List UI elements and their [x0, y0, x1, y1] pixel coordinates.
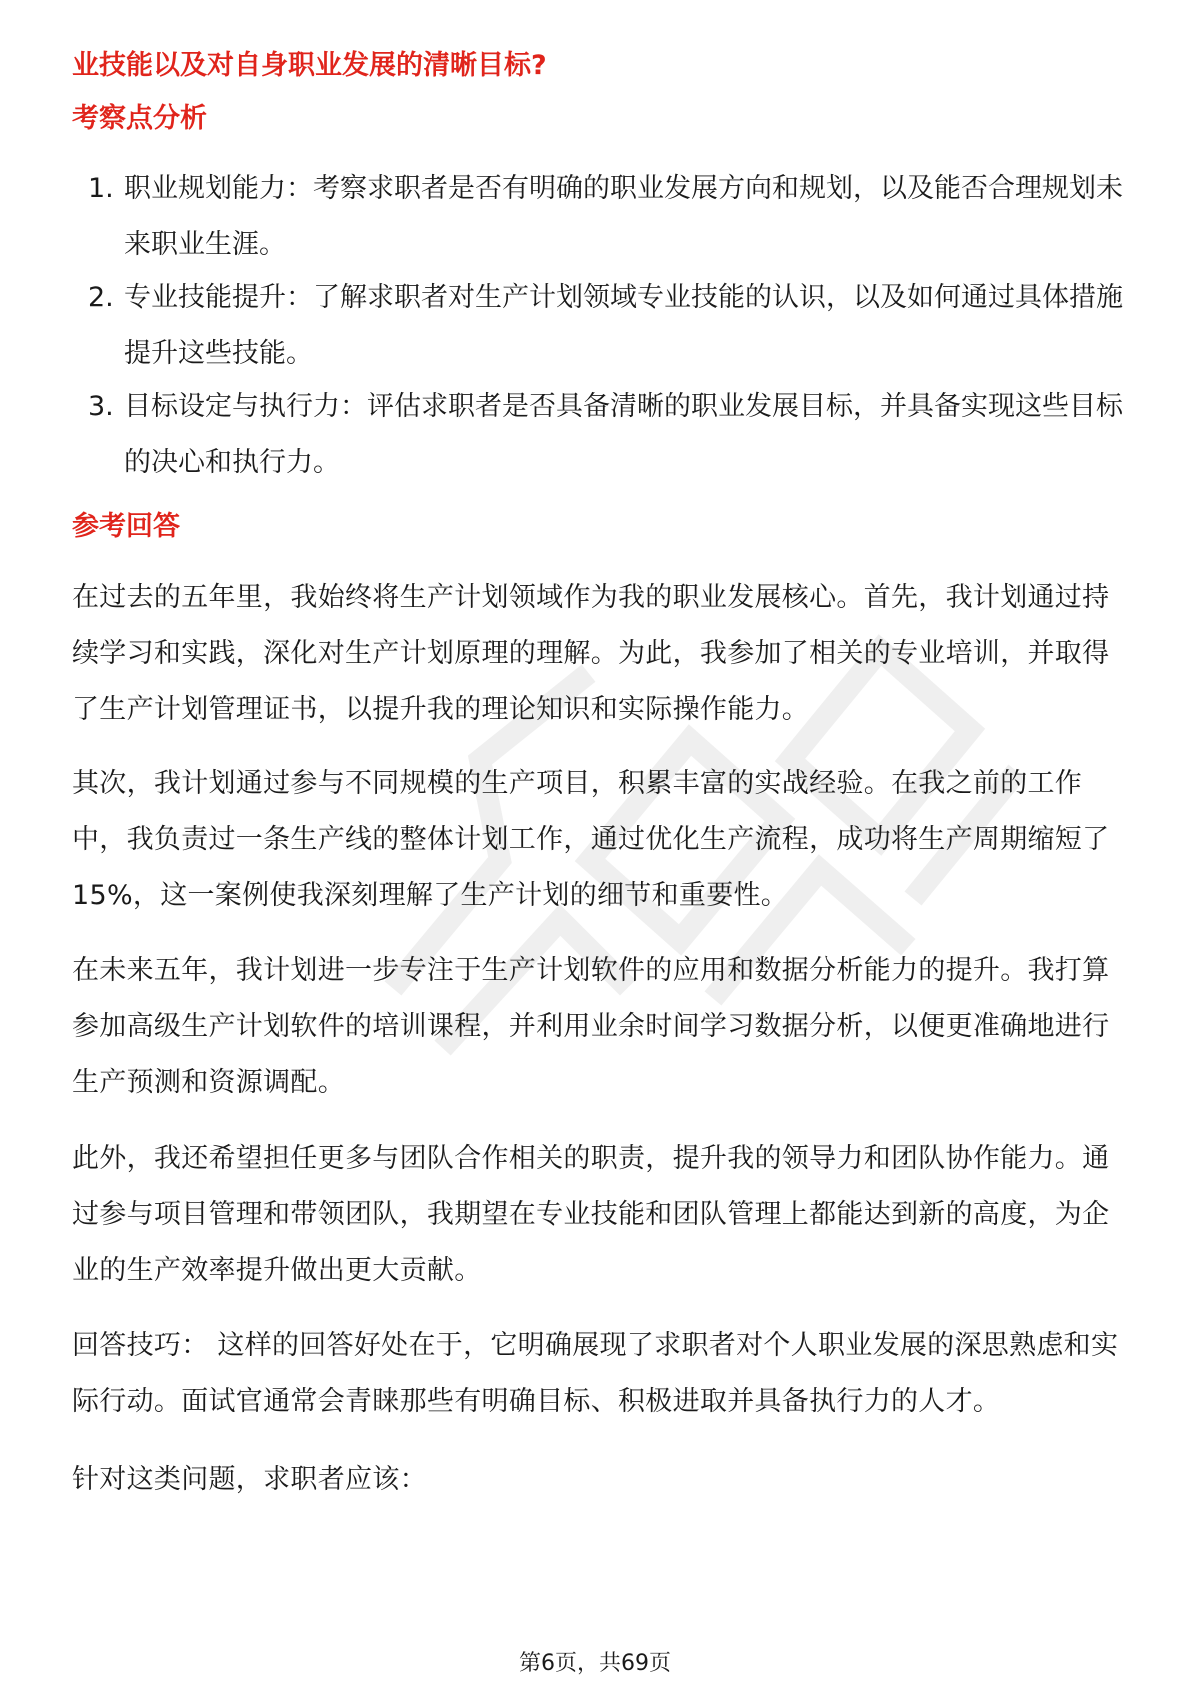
list-item-text: 职业规划能力：考察求职者是否有明确的职业发展方向和规划，以及能否合理规划未来职业生涯。: [124, 173, 1123, 260]
page-number: 第6页，共69页: [519, 1651, 671, 1676]
analysis-item: [72, 161, 1132, 273]
list-number: 1.: [88, 173, 114, 204]
answer-paragraph: 在过去的五年里，我始终将生产计划领域作为我的职业发展核心。首先，我计划通过持续学习和实践，深化对生产计划原理的理解。为此，我参加了相关的专业培训，并取得了生产计划管理证书，以提升我的理论知识和实际操作能力。: [72, 582, 1110, 725]
answer-paragraph: 其次，我计划通过参与不同规模的生产项目，积累丰富的实战经验。在我之前的工作中，我负责过一条生产线的整体计划工作，通过优化生产流程，成功将生产周期缩短了15%，这一案例使我深刻理解了生产计划的细节和重要性。: [72, 768, 1110, 911]
list-item-text: 目标设定与执行力：评估求职者是否具备清晰的职业发展目标，并具备实现这些目标的决心和执行力。: [124, 391, 1123, 478]
list-number: 3.: [88, 391, 114, 422]
analysis-item: [72, 379, 1132, 491]
question-tail: 业技能以及对自身职业发展的清晰目标?: [72, 50, 547, 81]
answer-heading: 参考回答: [72, 511, 180, 542]
answer-paragraph: 此外，我还希望担任更多与团队合作相关的职责，提升我的领导力和团队协作能力。通过参与项目管理和带领团队，我期望在专业技能和团队管理上都能达到新的高度，为企业的生产效率提升做出更大贡献。: [72, 1143, 1110, 1286]
list-item-text: 专业技能提升：了解求职者对生产计划领域专业技能的认识，以及如何通过具体措施提升这些技能。: [124, 282, 1123, 369]
list-number: 2.: [88, 282, 114, 313]
answer-lead-in: 针对这类问题，求职者应该：: [72, 1464, 427, 1495]
analysis-heading: 考察点分析: [72, 103, 207, 134]
answer-tips: 回答技巧： 这样的回答好处在于，它明确展现了求职者对个人职业发展的深思熟虑和实际行动。面试官通常会青睐那些有明确目标、积极进取并具备执行力的人才。: [72, 1330, 1119, 1417]
answer-paragraph: 在未来五年，我计划进一步专注于生产计划软件的应用和数据分析能力的提升。我打算参加高级生产计划软件的培训课程，并利用业余时间学习数据分析，以便更准确地进行生产预测和资源调配。: [72, 955, 1110, 1098]
analysis-item: [72, 270, 1132, 382]
